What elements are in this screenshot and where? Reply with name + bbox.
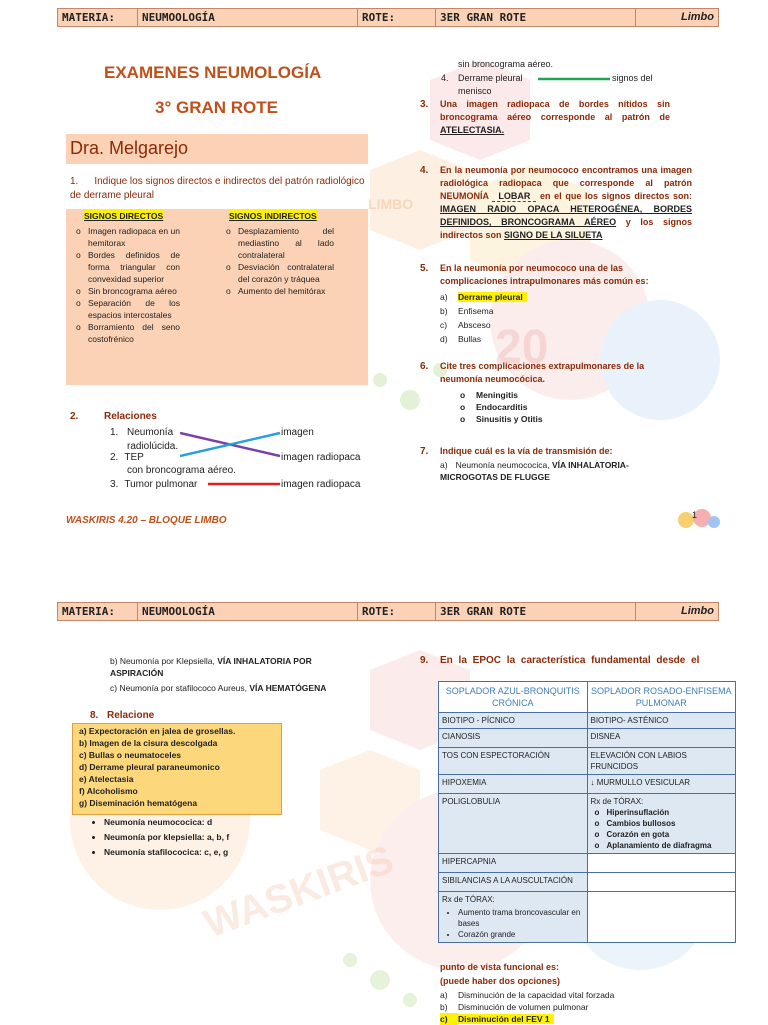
q7-b-bold: VÍA INHALATORIA POR ASPIRACIÓN xyxy=(110,656,312,678)
list-item: g) Diseminación hematógena xyxy=(79,798,198,808)
rx-list xyxy=(442,907,584,940)
epoc-col-head: SOPLADOR AZUL-BRONQUITIS CRÓNICA xyxy=(439,682,588,713)
q9-cont2: (puede haber dos opciones) xyxy=(440,976,561,986)
option-b xyxy=(440,305,640,317)
list-item: c) Bullas o neumatoceles xyxy=(79,750,182,760)
rote-value: 3ER GRAN ROTE xyxy=(436,9,636,26)
q5-text: En la neumonía por neumococo una de las complicaciones intrapulmonares más común es: xyxy=(440,263,649,286)
list-item: o Borramiento del seno costofrénico xyxy=(76,321,180,345)
option-letter: a) xyxy=(440,460,448,470)
q4-answer2: SIGNO DE LA SILUETA xyxy=(504,230,603,240)
option-text: Bullas xyxy=(458,334,482,344)
item-text: Tumor pulmonar xyxy=(124,479,198,490)
q7-b-answer xyxy=(110,655,360,679)
doctor-banner xyxy=(66,134,368,164)
list-item: • Neumonía neumococica: d xyxy=(104,815,229,830)
direct-signs-list xyxy=(76,225,180,345)
rote-label: ROTE: xyxy=(358,603,436,620)
option-text: Neumonía neumococica, xyxy=(455,460,550,470)
limbo-tag: Limbo xyxy=(681,11,714,23)
list-item: o Cambios bullosos xyxy=(595,818,733,829)
watermark-text-20: 20 xyxy=(495,321,549,374)
q3-answer: ATELECTASIA. xyxy=(440,125,505,135)
q6-text: Cite tres complicaciones extrapulmonares de la neumonía neumocócica. xyxy=(440,361,645,384)
rx-label: Rx de TÓRAX: xyxy=(442,895,495,904)
rx-label: Rx de TÓRAX: xyxy=(590,797,644,806)
option-text: Absceso xyxy=(458,320,491,330)
list-item: o Imagen radiopaca en un hemitorax xyxy=(76,225,180,249)
q4-text2: en el que los signos directos son: xyxy=(540,191,692,201)
watermark-text-limbo: LIMBO xyxy=(368,196,414,212)
q8-num: 8. xyxy=(90,710,99,721)
q7-num: 7. xyxy=(420,446,429,457)
rote-value: 3ER GRAN ROTE xyxy=(436,603,636,620)
watermark-text-waskiris: WASKIRIS xyxy=(198,837,400,947)
item-number: 2. xyxy=(110,452,119,463)
materia-label: MATERIA: xyxy=(58,603,138,620)
q5-num: 5. xyxy=(420,263,429,274)
list-item: e) Atelectasia xyxy=(79,774,134,784)
q4-text3: y los signos indirectos son xyxy=(440,217,692,240)
table-cell xyxy=(439,892,588,943)
table-cell-empty xyxy=(587,892,736,943)
option-text: Disminución de volumen pulmonar xyxy=(458,1002,589,1012)
list-item: o Desviación contralateral del corazón y tráquea xyxy=(226,261,334,285)
q8-title: Relacione xyxy=(107,710,155,721)
q1-num: 1. xyxy=(70,176,79,187)
table-cell-empty xyxy=(587,854,736,873)
list-item: o Hiperinsuflación xyxy=(595,807,733,818)
table-cell: HIPOXEMIA xyxy=(439,775,588,794)
epoc-table xyxy=(438,681,736,943)
list-item: o Aplanamiento de diafragma xyxy=(595,840,733,851)
q7-c-answer xyxy=(110,682,380,694)
option-a xyxy=(440,291,640,303)
q2-right-2: imagen radiopaca xyxy=(281,452,361,463)
list-item: o Aumento del hemitórax xyxy=(226,285,334,297)
table-cell: ELEVACIÓN CON LABIOS FRUNCIDOS xyxy=(587,748,736,775)
table-cell: TOS CON ESPECTORACIÓN xyxy=(439,748,588,775)
table-cell: CIANOSIS xyxy=(439,729,588,748)
option-letter: c) xyxy=(440,1013,458,1025)
q7-text: Indique cuál es la vía de transmisión de: xyxy=(440,446,613,456)
q1-text xyxy=(70,175,366,203)
rote-label: ROTE: xyxy=(358,9,436,26)
limbo-tag: Limbo xyxy=(681,605,714,617)
list-item: b) Imagen de la cisura descolgada xyxy=(79,738,218,748)
q8-options-box xyxy=(72,723,282,815)
item-text: Neumonía radiolúcida. xyxy=(127,427,179,452)
q2-left-2b: con broncograma aéreo. xyxy=(127,465,236,476)
table-cell: SIBILANCIAS A LA AUSCULTACIÓN xyxy=(439,873,588,892)
list-item: d) Derrame pleural paraneumonico xyxy=(79,762,220,772)
item-number: 1. xyxy=(110,427,119,438)
option-b xyxy=(440,1001,730,1013)
materia-value: NEUMOOLOGÍA xyxy=(138,603,358,620)
direct-signs-head: SIGNOS DIRECTOS xyxy=(84,211,164,221)
rx-list xyxy=(591,807,733,851)
option-text: Disminución de la capacidad vital forzada xyxy=(458,990,615,1000)
option-letter: b) xyxy=(440,306,448,316)
q9-cont: punto de vista funcional es: xyxy=(440,962,560,972)
q7-c-text: c) Neumonía por stafilococo Aureus, xyxy=(110,683,248,693)
q2-title: Relaciones xyxy=(104,411,157,422)
q2-left-1 xyxy=(110,426,190,454)
list-item: o Bordes definidos de forma triangular con convexidad superior xyxy=(76,249,180,285)
relation-line-green xyxy=(538,76,612,82)
q9-options xyxy=(440,989,730,1025)
indirect-signs-list xyxy=(226,225,334,297)
list-item: • Aumento trama broncovascular en bases xyxy=(458,907,584,929)
table-cell: BIOTIPO- ASTÉNICO xyxy=(587,713,736,729)
q8-matches xyxy=(90,815,229,860)
q2-item4-right: signos del xyxy=(612,73,653,83)
q2-cont-line: sin broncograma aéreo. xyxy=(458,59,554,69)
list-item: f) Alcoholismo xyxy=(79,786,138,796)
item-number: 3. xyxy=(110,479,119,490)
q6-num: 6. xyxy=(420,361,429,372)
q7-b-text: b) Neumonía por Klepsiella, xyxy=(110,656,215,666)
option-c xyxy=(440,319,640,331)
table-cell xyxy=(587,794,736,854)
table-cell: ↓ MURMULLO VESICULAR xyxy=(587,775,736,794)
header-bar xyxy=(57,8,719,27)
item-text: TEP xyxy=(124,452,144,463)
header-bar-2 xyxy=(57,602,719,621)
q2-num: 2. xyxy=(70,411,79,422)
table-cell: HIPERCAPNIA xyxy=(439,854,588,873)
q2-item4-menisco: menisco xyxy=(458,86,492,96)
q9-num: 9. xyxy=(420,655,429,666)
q4-block xyxy=(440,164,692,242)
q2-item4-num: 4. xyxy=(441,73,449,83)
list-item: o Desplazamiento del mediastino al lado contralateral xyxy=(226,225,334,261)
page-title: EXAMENES NEUMOLOGÍA xyxy=(104,63,322,82)
q4-blank: LOBAR xyxy=(492,191,536,202)
list-item: • Corazón grande xyxy=(458,929,584,940)
page-number-badge xyxy=(676,506,720,532)
q3-block xyxy=(440,98,670,137)
page-footer: WASKIRIS 4.20 – BLOQUE LIMBO xyxy=(66,515,227,526)
table-cell-empty xyxy=(587,873,736,892)
list-item: a) Expectoración en jalea de grosellas. xyxy=(79,726,236,736)
list-item: • Neumonía stafilococica: c, e, g xyxy=(104,845,229,860)
option-letter: a) xyxy=(440,292,448,302)
option-letter: b) xyxy=(440,1002,448,1012)
option-d xyxy=(440,333,640,345)
page-subtitle: 3° GRAN ROTE xyxy=(155,98,278,117)
q7-answer xyxy=(440,459,680,483)
list-item: o Endocarditis xyxy=(460,401,543,413)
q2-right-1: imagen xyxy=(281,427,314,438)
materia-value: NEUMOOLOGÍA xyxy=(138,9,358,26)
table-cell: BIOTIPO - PÍCNICO xyxy=(439,713,588,729)
q3-text: Una imagen radiopaca de bordes nítidos sin broncograma aéreo corresponde al patrón de xyxy=(440,99,670,122)
q4-answer1: IMAGEN RADIO OPACA HETEROGÉNEA, BORDES DEFINIDOS, BRONCOGRAMA AÉREO xyxy=(440,204,692,227)
option-text: Disminución del FEV 1 xyxy=(458,1014,554,1024)
option-letter: a) xyxy=(440,990,448,1000)
option-c xyxy=(440,1013,730,1025)
list-item: o Meningitis xyxy=(460,389,543,401)
doctor-name: Dra. Melgarejo xyxy=(70,138,189,158)
q2-left-2 xyxy=(110,451,144,465)
q4-text: En la neumonía por neumococo encontramos una imagen radiológica radiopaca que corresponde al patrón NEUMONÍA xyxy=(440,165,692,201)
list-item: • Neumonía por klepsiella: a, b, f xyxy=(104,830,229,845)
list-item: o Corazón en gota xyxy=(595,829,733,840)
option-a xyxy=(440,989,730,1001)
option-letter: c) xyxy=(440,320,448,330)
q7-c-bold: VÍA HEMATÓGENA xyxy=(249,683,327,693)
q2-right-3: imagen radiopaca xyxy=(281,479,361,490)
option-letter: d) xyxy=(440,334,448,344)
option-text: Enfisema xyxy=(458,306,494,316)
q3-num: 3. xyxy=(420,99,429,110)
page-number: 1 xyxy=(692,510,698,520)
epoc-col-head: SOPLADOR ROSADO-ENFISEMA PULMONAR xyxy=(587,682,736,713)
q2-item4-text: Derrame pleural xyxy=(458,73,523,83)
table-cell: POLIGLOBULIA xyxy=(439,794,588,854)
table-cell: DISNEA xyxy=(587,729,736,748)
q9-text: En la EPOC la característica fundamental desde el xyxy=(440,655,700,666)
q1-question: Indique los signos directos e indirectos del patrón radiológico de derrame pleural xyxy=(70,176,365,201)
materia-label: MATERIA: xyxy=(58,9,138,26)
q7-answer-bold: VÍA INHALATORIA- MICROGOTAS DE FLUGGE xyxy=(440,460,629,482)
q5-options xyxy=(440,291,640,345)
list-item: o Sinusitis y Otitis xyxy=(460,413,543,425)
relation-lines xyxy=(180,430,290,490)
list-item: o Separación de los espacios intercostales xyxy=(76,297,180,321)
option-text: Derrame pleural xyxy=(458,292,527,302)
list-item: o Sin broncograma aéreo xyxy=(76,285,180,297)
q4-num: 4. xyxy=(420,165,429,176)
q6-list xyxy=(460,389,543,425)
indirect-signs-head: SIGNOS INDIRECTOS xyxy=(229,211,317,221)
